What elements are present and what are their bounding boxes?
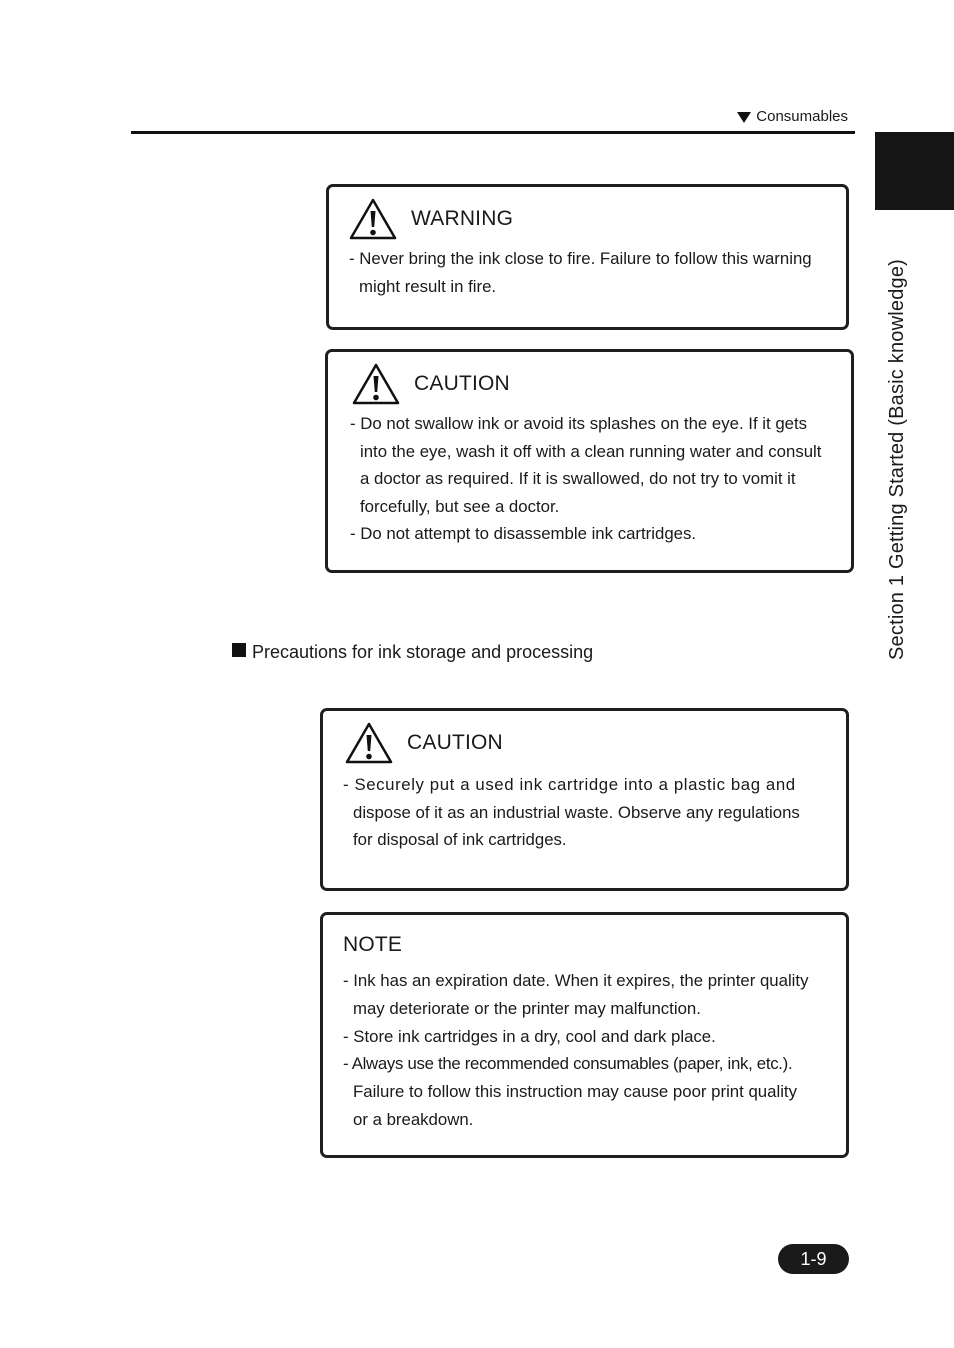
warning-triangle-icon [352,362,400,406]
caution-title: CAUTION [414,372,510,395]
warning-triangle-icon [349,197,397,241]
section-heading-text: Precautions for ink storage and processing [252,642,594,662]
section-side-label: Section 1 Getting Started (Basic knowledge) [886,258,908,660]
caution-line: for disposal of ink cartridges. [353,830,567,849]
warning-title: WARNING [411,207,514,230]
caution-header [350,362,843,406]
warning-triangle-icon [345,721,393,765]
note-line: - Store ink cartridges in a dry, cool and dark place. [343,1026,716,1046]
note-title: NOTE [343,933,403,956]
caution-line: dispose of it as an industrial waste. Observe any regulations [353,802,800,822]
warning-line: might result in fire. [359,277,497,296]
note-line: or a breakdown. [353,1109,474,1129]
note-line: - Always use the recommended consumables (paper, ink, etc.). [343,1054,793,1074]
caution-text [350,410,843,548]
note-text [343,967,838,1134]
caution-header [343,721,838,765]
header-label [737,108,848,125]
caution-line: forcefully, but see a doctor. [360,496,560,516]
section-tab-marker [875,132,954,210]
caution-line: - Securely put a used ink cartridge into a plastic bag and [343,775,796,794]
caution-box [325,349,854,573]
caution-box [320,708,849,891]
caution-line: a doctor as required. If it is swallowed, do not try to vomit it [360,469,796,488]
caution-line: into the eye, wash it off with a clean running water and consult [360,441,822,461]
page-number-badge [778,1244,849,1274]
down-triangle-icon [737,112,751,123]
header-rule [131,131,855,134]
caution-title: CAUTION [407,731,503,754]
warning-line: - Never bring the ink close to fire. Failure to follow this warning [349,249,812,268]
warning-text [349,245,840,301]
note-line: Failure to follow this instruction may cause poor print quality [353,1082,797,1102]
section-heading [232,642,593,663]
note-box [320,912,849,1158]
page-number: 1-9 [800,1248,827,1269]
note-line: - Ink has an expiration date. When it expires, the printer quality [343,971,809,990]
note-line: may deteriorate or the printer may malfunction. [353,998,701,1018]
caution-line: - Do not attempt to disassemble ink cartridges. [350,524,697,543]
note-header [343,933,838,957]
warning-box [326,184,849,330]
warning-header [349,197,840,241]
caution-line: - Do not swallow ink or avoid its splashes on the eye. If it gets [350,414,808,433]
caution-text [343,771,838,854]
square-bullet-icon [232,643,246,657]
header-text: Consumables [756,108,848,125]
